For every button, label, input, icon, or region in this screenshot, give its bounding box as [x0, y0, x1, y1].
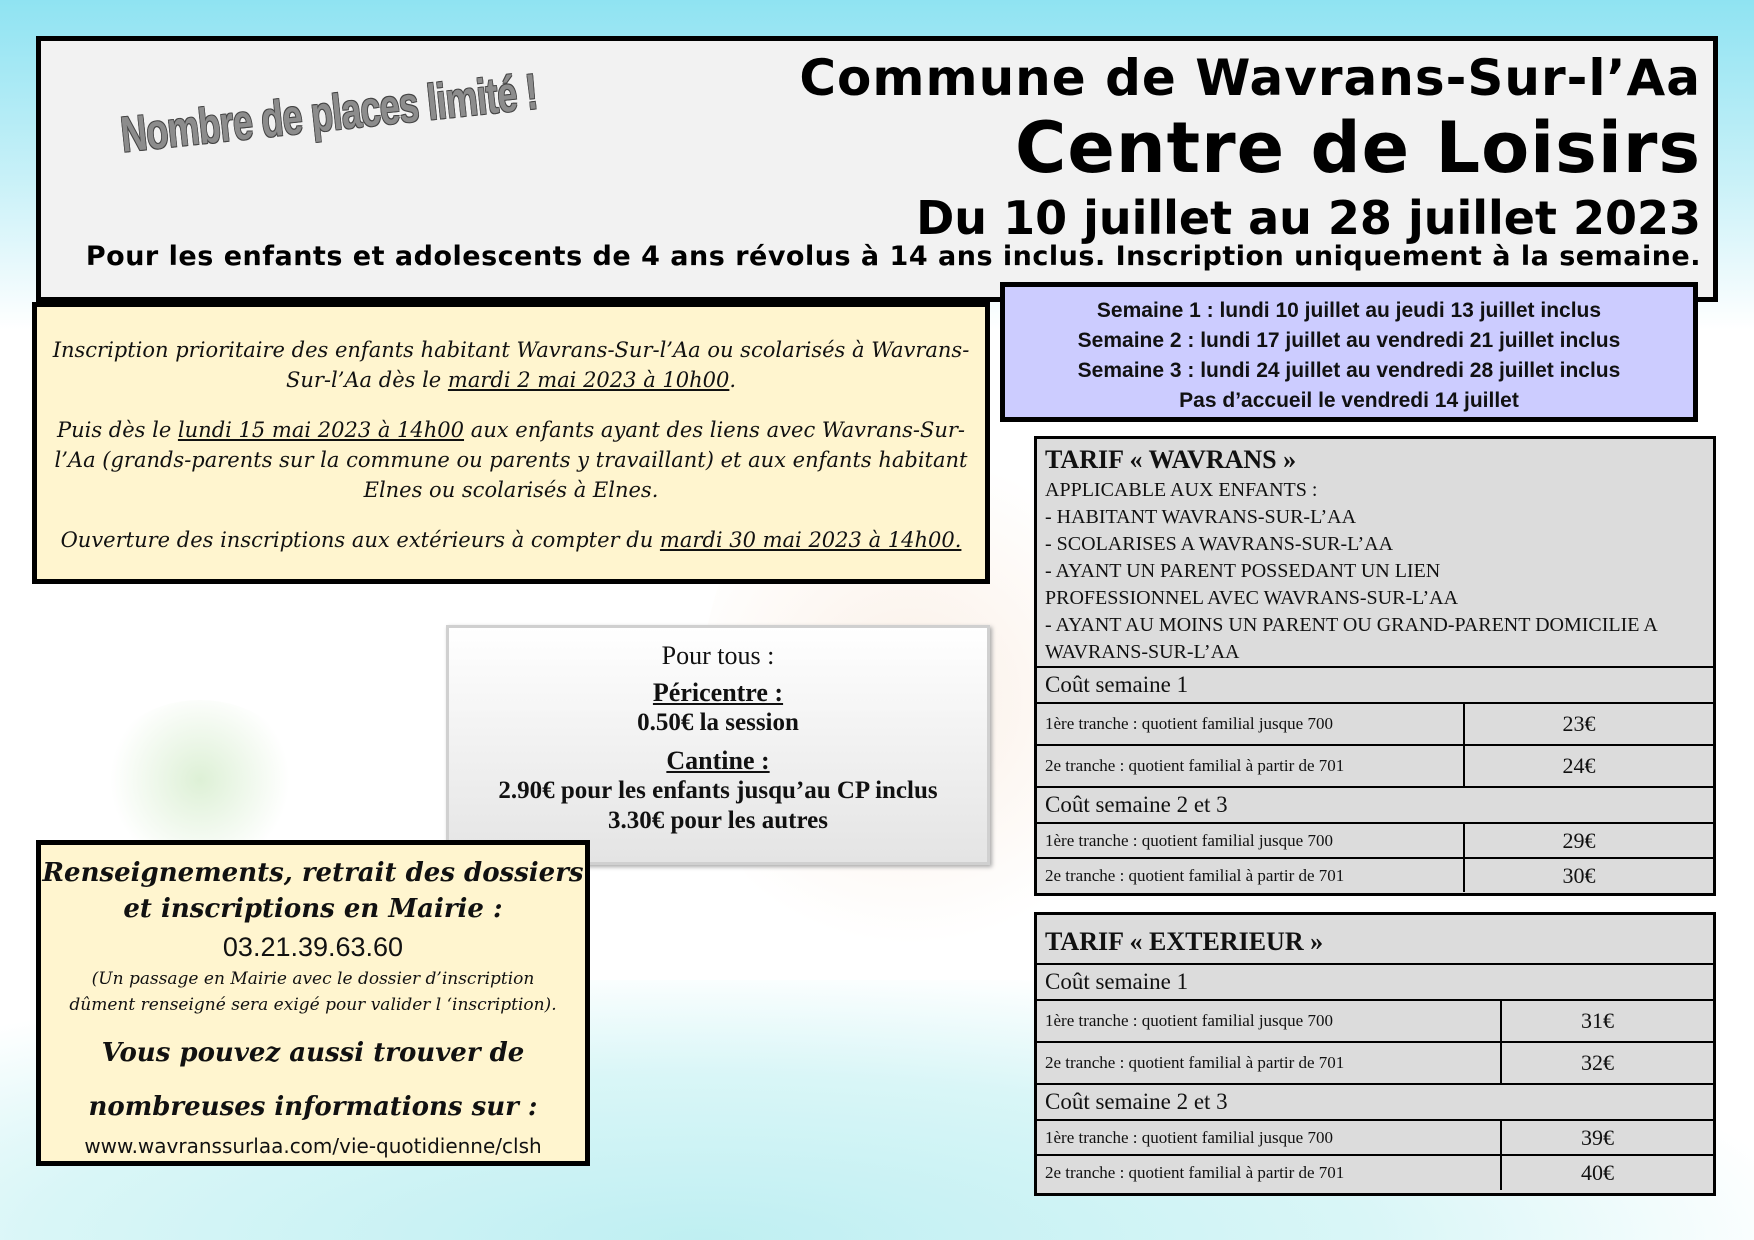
contact-box: [36, 840, 590, 1166]
row-value: 29€: [1562, 827, 1596, 853]
more-info-1: Vous pouvez aussi trouver de: [101, 1038, 525, 1068]
text: Ouverture des inscriptions aux extérieurs à compter du: [60, 528, 660, 552]
limited-places-badge: Nombre de places limité !: [118, 63, 540, 163]
week-3: Semaine 3 : lundi 24 juillet au vendredi 28 juillet inclus: [1077, 359, 1621, 382]
tarif-exterieur-table: [1034, 912, 1716, 1196]
eligibility-line: - AYANT UN PARENT POSSEDANT UN LIEN: [1045, 560, 1441, 582]
eligibility-line: - AYANT AU MOINS UN PARENT OU GRAND-PARENT DOMICILIE A: [1045, 614, 1658, 636]
text: aux enfants ayant des liens avec Wavrans-Sur-l’Aa (grands-parents sur la commune ou parents y travaillant) et aux enfants habitant Elnes ou scolarisés à Elnes.: [54, 418, 968, 502]
contact-note-1: (Un passage en Mairie avec le dossier d’inscription: [91, 969, 535, 989]
text: Inscription prioritaire des enfants habitant Wavrans-Sur-l’Aa ou scolarisés à Wavrans-Sur-l’Aa dès le: [52, 338, 970, 392]
section-week-1: Coût semaine 1: [1037, 963, 1713, 999]
event-dates: Du 10 juillet au 28 juillet 2023: [916, 191, 1701, 245]
date-highlight: mardi 30 mai 2023 à 14h00.: [659, 528, 962, 552]
date-highlight: mardi 2 mai 2023 à 10h00: [447, 368, 730, 392]
eligibility-line: APPLICABLE AUX ENFANTS :: [1045, 479, 1318, 501]
priority-paragraph-3: [47, 525, 975, 555]
phone-number: 03.21.39.63.60: [222, 932, 404, 962]
row-label: 2e tranche : quotient familial à partir de 701: [1037, 1043, 1502, 1083]
row-value: 40€: [1581, 1160, 1614, 1185]
contact-note-2: dûment renseigné sera exigé pour valider l ‘inscription).: [69, 995, 557, 1015]
common-prices-intro: Pour tous :: [661, 641, 775, 670]
row-value: 23€: [1562, 711, 1596, 736]
weeks-box: [1000, 282, 1698, 422]
section-week-2-3: Coût semaine 2 et 3: [1037, 786, 1713, 822]
more-info-2: nombreuses informations sur :: [88, 1092, 538, 1122]
tarif-wavrans-table: [1034, 436, 1716, 896]
table-row: [1037, 822, 1713, 857]
row-value: 30€: [1562, 862, 1596, 888]
row-value: 39€: [1581, 1124, 1614, 1150]
pericentre-price: 0.50€ la session: [637, 709, 799, 736]
background-illustration: [100, 700, 300, 860]
pericentre-title: Péricentre :: [652, 678, 784, 707]
row-label: 1ère tranche : quotient familial jusque 700: [1037, 1121, 1502, 1154]
common-prices-box: [446, 625, 990, 865]
header-panel: [36, 36, 1718, 302]
row-value: 24€: [1562, 753, 1596, 778]
cantine-price-1: 2.90€ pour les enfants jusqu’au CP inclus: [498, 777, 938, 804]
table-row: [1037, 1119, 1713, 1154]
table-row: [1037, 744, 1713, 786]
eligibility-line: PROFESSIONNEL AVEC WAVRANS-SUR-L’AA: [1045, 587, 1459, 609]
contact-title-1: Renseignements, retrait des dossiers: [42, 858, 584, 888]
website-link[interactable]: www.wavranssurlaa.com/vie-quotidienne/clsh: [84, 1134, 542, 1158]
table-row: [1037, 857, 1713, 892]
row-value: 32€: [1581, 1050, 1614, 1075]
week-1: Semaine 1 : lundi 10 juillet au jeudi 13 juillet inclus: [1096, 299, 1602, 322]
table-row: [1037, 999, 1713, 1041]
tarif-wavrans-title: TARIF « WAVRANS »: [1045, 445, 1297, 474]
text: Puis dès le: [56, 418, 178, 442]
text: .: [729, 368, 737, 392]
cantine-title: Cantine :: [666, 746, 770, 775]
section-week-2-3: Coût semaine 2 et 3: [1037, 1083, 1713, 1119]
table-row: [1037, 1154, 1713, 1190]
row-value: 31€: [1581, 1008, 1614, 1033]
tarif-exterieur-head: [1037, 915, 1713, 963]
eligibility-line: - SCOLARISES A WAVRANS-SUR-L’AA: [1045, 533, 1394, 555]
section-week-1: Coût semaine 1: [1037, 666, 1713, 702]
row-label: 2e tranche : quotient familial à partir de 701: [1037, 859, 1465, 892]
page-title: Centre de Loisirs: [1015, 107, 1701, 189]
row-label: 1ère tranche : quotient familial jusque 700: [1037, 704, 1465, 744]
eligibility-line: WAVRANS-SUR-L’AA: [1045, 641, 1240, 663]
row-label: 2e tranche : quotient familial à partir de 701: [1037, 1156, 1502, 1190]
date-highlight: lundi 15 mai 2023 à 14h00: [177, 418, 465, 442]
table-row: [1037, 702, 1713, 744]
row-label: 1ère tranche : quotient familial jusque 700: [1037, 824, 1465, 857]
header-subtitle: Pour les enfants et adolescents de 4 ans révolus à 14 ans inclus. Inscription uniquement à la semaine.: [85, 241, 1701, 272]
priority-paragraph-1: [47, 335, 975, 395]
no-service-note: Pas d’accueil le vendredi 14 juillet: [1179, 389, 1519, 412]
tarif-wavrans-head: [1037, 439, 1713, 666]
row-label: 2e tranche : quotient familial à partir de 701: [1037, 746, 1465, 786]
contact-title-2: et inscriptions en Mairie :: [123, 894, 503, 924]
commune-name: Commune de Wavrans-Sur-l’Aa: [799, 49, 1701, 107]
cantine-price-2: 3.30€ pour les autres: [608, 807, 828, 834]
priority-registration-box: [32, 302, 990, 584]
priority-paragraph-2: [47, 415, 975, 505]
row-label: 1ère tranche : quotient familial jusque 700: [1037, 1001, 1502, 1041]
table-row: [1037, 1041, 1713, 1083]
eligibility-line: - HABITANT WAVRANS-SUR-L’AA: [1045, 506, 1357, 528]
week-2: Semaine 2 : lundi 17 juillet au vendredi 21 juillet inclus: [1077, 329, 1621, 352]
tarif-exterieur-title: TARIF « EXTERIEUR »: [1045, 927, 1324, 956]
